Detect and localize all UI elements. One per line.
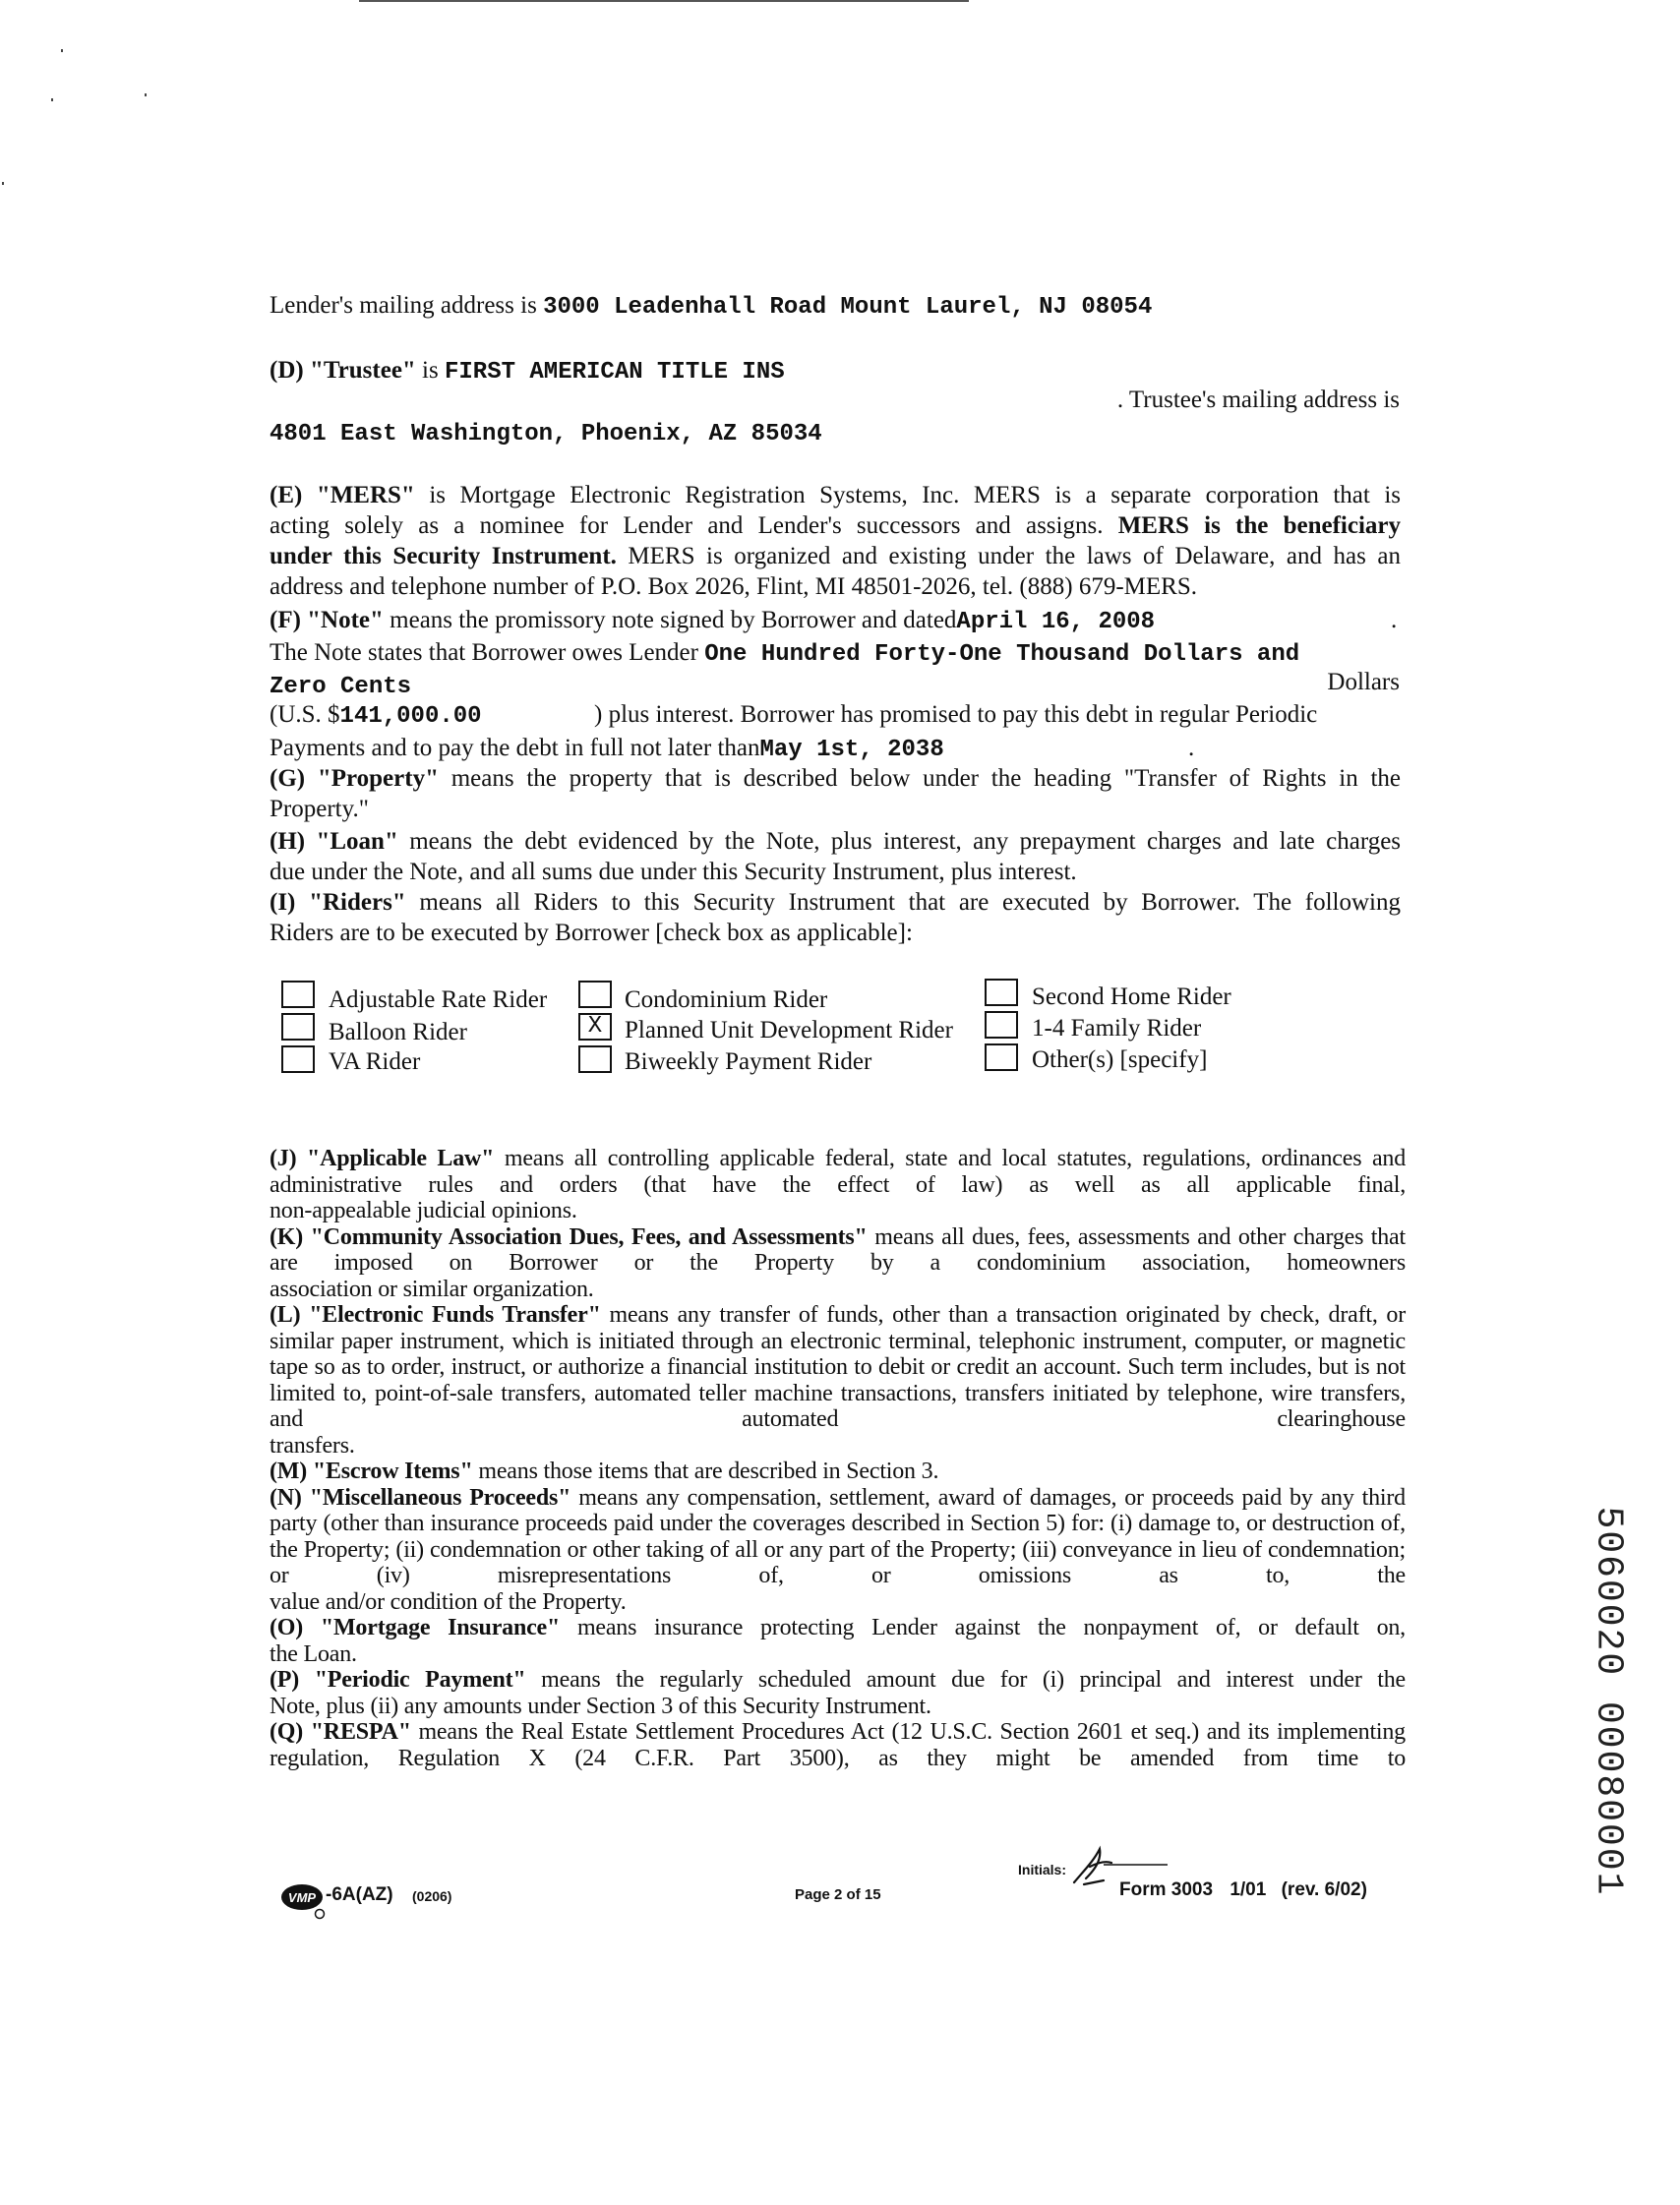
trustee-letter: (D) [270,357,304,384]
label-other-rider: Other(s) [specify] [1032,1046,1208,1073]
checkbox-second-home-rider[interactable] [985,979,1018,1006]
note-amount: 141,000.00 [339,703,482,730]
svg-text:VMP: VMP [287,1890,317,1905]
label-biweekly-payment-rider: Biweekly Payment Rider [625,1048,872,1075]
trustee-name: FIRST AMERICAN TITLE INS [444,359,785,386]
footer-page-number: Page 2 of 15 [795,1886,881,1903]
note-line-5: Payments and to pay the debt in full not later thanMay 1st, 2038 [270,735,944,763]
label-condominium-rider: Condominium Rider [625,986,828,1013]
trustee-line [270,355,785,387]
footer-form-code-text: -6A(AZ) [326,1884,393,1905]
definition-respa: (Q) "RESPA" means the Real Estate Settlement Procedures Act (12 U.S.C. Section 2601 et seq.) and its implementing regulation, Regulation X (24 C.F.R. Part 3500), as they might be amended from time to [270,1719,1406,1771]
definition-periodic-payment: (P) "Periodic Payment" means the regularly scheduled amount due for (i) principal and interest under the Note, plus (ii) any amounts under Section 3 of this Security Instrument. [270,1667,1406,1719]
note-amount-words-2: Zero Cents [270,674,412,700]
checkbox-va-rider[interactable] [281,1045,315,1073]
scan-speck [61,49,63,52]
lender-mailing-line [270,290,1152,323]
period-mark: . [1188,735,1195,761]
trustee-address: 4801 East Washington, Phoenix, AZ 85034 [270,421,822,447]
label-va-rider: VA Rider [329,1048,421,1075]
footer-form-date: 1/01 [1230,1879,1267,1900]
scan-edge-line [359,0,969,2]
trustee-mailing-label: . Trustee's mailing address is [1116,387,1400,413]
side-document-stamp [1579,1506,1638,1897]
mers-paragraph: (E) "MERS" is Mortgage Electronic Registration Systems, Inc. MERS is a separate corporation that is acting solely as a nominee for Lender and Lender's successors and assigns. MERS is the beneficiary under this Security Instrument. MERS is organized and existing under the laws of Delaware, and has an address and telephone number of P.O. Box 2026, Flint, MI 48501-2026, tel. (888) 679-MERS. [270,482,1402,600]
period-mark: . [1391,607,1398,633]
note-line-2: The Note states that Borrower owes Lender One Hundred Forty-One Thousand Dollars and [270,639,1300,668]
footer-form-revision: (rev. 6/02) [1281,1879,1367,1900]
trustee-is: is [422,357,439,384]
note-amount-words: One Hundred Forty-One Thousand Dollars and [704,641,1300,668]
footer-form-info [1119,1879,1367,1901]
footer-form-rev: (0206) [412,1888,452,1904]
note-maturity: May 1st, 2038 [759,737,944,763]
label-second-home-rider: Second Home Rider [1032,983,1231,1010]
scan-speck [2,182,4,185]
checkbox-balloon-rider[interactable] [281,1013,315,1041]
label-balloon-rider: Balloon Rider [329,1019,467,1045]
lender-mailing-address: 3000 Leadenhall Road Mount Laurel, NJ 08054 [543,294,1153,321]
side-stamp-text: 5060020 00080001 [1587,1506,1630,1897]
scan-speck [145,93,147,96]
label-1-4-family-rider: 1-4 Family Rider [1032,1015,1202,1042]
definition-eft: (L) "Electronic Funds Transfer" means any transfer of funds, other than a transaction originated by check, draft, or similar paper instrument, which is initiated through an electronic terminal, telephonic instrument, computer, or magnetic tape so as to order, instruct, or authorize a financial institution to debit or credit an account. Such term includes, but is not limited to, point-of-sale transfers, automated teller machine transactions, transfers initiated by telephone, wire transfers, and automated clearinghouse transfers. [270,1302,1406,1459]
definition-applicable-law: (J) "Applicable Law" means all controlling applicable federal, state and local statutes, regulations, ordinances and administrative rules and orders (that have the effect of law) as well as all applicable final, non-appealable judicial opinions. [270,1146,1406,1223]
vmp-logo-icon [280,1880,328,1920]
definition-mortgage-insurance: (O) "Mortgage Insurance" means insurance protecting Lender against the nonpayment of, or default on, the Loan. [270,1615,1406,1667]
lender-mailing-label: Lender's mailing address is [270,292,537,319]
definition-escrow-items: (M) "Escrow Items" means those items that are described in Section 3. [270,1459,939,1484]
note-date: April 16, 2008 [956,609,1156,635]
note-line-4: (U.S. $141,000.00 [270,701,482,730]
checkbox-other-rider[interactable] [985,1043,1018,1071]
checkbox-condominium-rider[interactable] [578,981,612,1008]
checkbox-planned-unit-development-rider[interactable]: X [578,1013,612,1041]
definition-community-association: (K) "Community Association Dues, Fees, and Assessments" means all dues, fees, assessments and other charges that are imposed on Borrower or the Property by a condominium association, homeowners association or similar organization. [270,1223,1406,1302]
note-line-1: (F) "Note" means the promissory note signed by Borrower and datedApril 16, 2008 [270,607,1156,635]
riders-paragraph: (I) "Riders" means all Riders to this Security Instrument that are executed by Borrower. The following Riders are to be executed by Borrower [check box as applicable]: [270,889,1401,946]
label-planned-unit-development-rider: Planned Unit Development Rider [625,1017,953,1043]
property-paragraph: (G) "Property" means the property that is described below under the heading "Transfer of Rights in the Property." [270,765,1402,822]
scan-speck [51,98,53,101]
definitions-block [270,1146,1406,1771]
checkbox-1-4-family-rider[interactable] [985,1011,1018,1039]
checkbox-biweekly-payment-rider[interactable] [578,1045,612,1073]
checkbox-adjustable-rate-rider[interactable] [281,981,315,1008]
trustee-term: "Trustee" [309,357,416,384]
loan-paragraph: (H) "Loan" means the debt evidenced by the Note, plus interest, any prepayment charges and late charges due under the Note, and all sums due under this Security Instrument, plus interest. [270,828,1402,885]
note-dollars: Dollars [1327,669,1400,695]
footer-initials-label: Initials: [1018,1862,1067,1877]
note-text-3: ) plus interest. Borrower has promised to pay this debt in regular Periodic [594,701,1318,728]
label-adjustable-rate-rider: Adjustable Rate Rider [329,986,548,1013]
footer-form-number: Form 3003 [1119,1879,1214,1900]
definition-miscellaneous-proceeds: (N) "Miscellaneous Proceeds" means any compensation, settlement, award of damages, or proceeds paid by any third party (other than insurance proceeds paid under the coverages described in Section 5) for: (i) damage to, or destruction of, the Property; (ii) condemnation or other taking of all or any part of the Property; (iii) conveyance in lieu of condemnation; or (iv) misrepresentations of, or omissions as to, the value and/or condition of the Property. [270,1484,1406,1615]
